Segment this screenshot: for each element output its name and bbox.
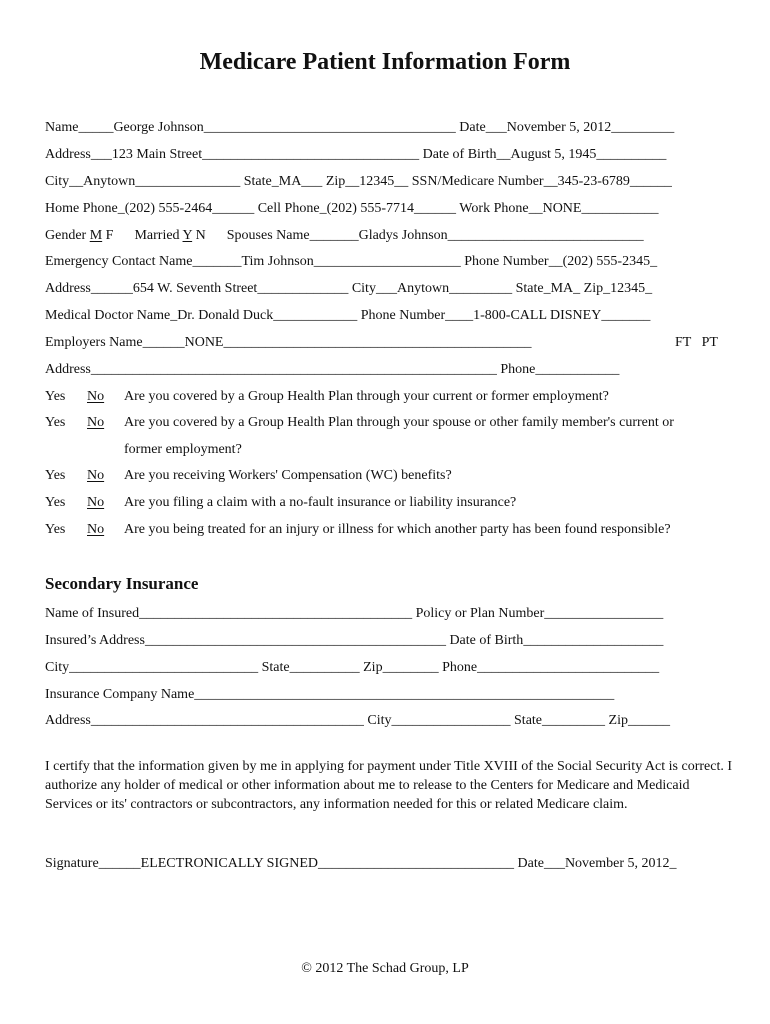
question-text-continued: former employment? (124, 442, 242, 457)
gender-row (45, 227, 644, 245)
emergency-contact-field[interactable]: _______Tim Johnson_____________________ (192, 254, 461, 269)
signature-field[interactable]: ______ELECTRONICALLY SIGNED____________________________ (98, 856, 514, 871)
city-row (45, 173, 672, 191)
employer-phone-field[interactable]: ____________ (535, 362, 620, 377)
married-n-option[interactable]: N (192, 228, 206, 243)
question-row (45, 494, 516, 512)
form-title: Medicare Patient Information Form (199, 49, 571, 75)
company-address-field[interactable]: _______________________________________ (90, 713, 364, 728)
question-row (45, 414, 674, 432)
ssn-field[interactable]: __345-23-6789______ (543, 174, 672, 189)
insurance-company-field[interactable]: ____________________________________________________________ (194, 687, 615, 702)
policy-number-label: Policy or Plan Number (412, 606, 545, 621)
insured-zip-label: Zip (359, 660, 383, 675)
city-field[interactable]: __Anytown_______________ (69, 174, 241, 189)
ssn-label: SSN/Medicare Number (408, 174, 544, 189)
company-address-row (45, 712, 670, 730)
emergency-city-field[interactable]: ___Anytown_________ (375, 281, 513, 296)
date-label: Date (455, 120, 486, 135)
married-label: Married (113, 228, 183, 243)
insurance-company-label: Insurance Company Name (45, 687, 195, 702)
insured-name-field[interactable]: _______________________________________ (139, 606, 413, 621)
doctor-phone-label: Phone Number (357, 308, 446, 323)
cell-phone-field[interactable]: _(202) 555-7714______ (319, 201, 457, 216)
no-option[interactable]: No (87, 415, 105, 430)
insured-city-label: City (45, 660, 70, 675)
signature-date-field[interactable]: ___November 5, 2012_ (543, 856, 677, 871)
insured-phone-label: Phone (438, 660, 478, 675)
yes-option[interactable]: Yes (45, 389, 66, 404)
married-y-option[interactable]: Y (182, 228, 193, 243)
no-option[interactable]: No (87, 522, 105, 537)
doctor-phone-field[interactable]: ____1-800-CALL DISNEY_______ (445, 308, 651, 323)
certification-text: I certify that the information given by me in applying for payment under Title XVIII of the Social Security Act is correct. I authorize any holder of medical or other information about me to release to the Centers for Medicare and Medicaid Services or its' contractors or subcontractors, any information needed for this or related Medicare claim. (45, 759, 732, 812)
copyright-footer: © 2012 The Schad Group, LP (301, 961, 469, 976)
emergency-zip-field[interactable]: _12345_ (603, 281, 653, 296)
emergency-zip-label: Zip (580, 281, 604, 296)
address-label: Address (45, 147, 91, 162)
employer-address-label: Address (45, 362, 91, 377)
question-text: Are you covered by a Group Health Plan through your spouse or other family member's current or (124, 415, 674, 430)
gender-m-option[interactable]: M (89, 228, 103, 243)
signature-label: Signature (45, 856, 99, 871)
name-row (45, 119, 674, 137)
work-phone-field[interactable]: __NONE___________ (528, 201, 659, 216)
address-field[interactable]: ___123 Main Street_______________________________ (90, 147, 420, 162)
signature-date-label: Date (514, 856, 544, 871)
signature-row (45, 855, 677, 873)
insured-address-label: Insured’s Address (45, 633, 145, 648)
insured-phone-field[interactable]: __________________________ (477, 660, 660, 675)
zip-label: Zip (322, 174, 346, 189)
zip-field[interactable]: __12345__ (345, 174, 409, 189)
company-city-label: City (363, 713, 392, 728)
insured-state-field[interactable]: __________ (289, 660, 360, 675)
spouse-label: Spouses Name (205, 228, 310, 243)
no-option[interactable]: No (87, 495, 105, 510)
spouse-field[interactable]: _______Gladys Johnson____________________________ (309, 228, 644, 243)
emergency-contact-label: Emergency Contact Name (45, 254, 193, 269)
secondary-insurance-heading: Secondary Insurance (45, 574, 199, 593)
emergency-address-row (45, 280, 652, 298)
policy-number-field[interactable]: _________________ (544, 606, 664, 621)
insured-address-row (45, 632, 663, 650)
insured-state-label: State (258, 660, 290, 675)
work-phone-label: Work Phone (456, 201, 529, 216)
emergency-state-label: State (512, 281, 544, 296)
question-row (45, 467, 452, 485)
emergency-phone-label: Phone Number (460, 254, 549, 269)
gender-label: Gender (45, 228, 90, 243)
company-zip-field[interactable]: ______ (627, 713, 670, 728)
insured-dob-field[interactable]: ____________________ (523, 633, 664, 648)
doctor-field[interactable]: _Dr. Donald Duck____________ (170, 308, 358, 323)
no-option[interactable]: No (87, 468, 105, 483)
emergency-city-label: City (348, 281, 376, 296)
employer-phone-label: Phone (496, 362, 536, 377)
dob-field[interactable]: __August 5, 1945__________ (496, 147, 667, 162)
company-zip-label: Zip (605, 713, 628, 728)
yes-option[interactable]: Yes (45, 522, 66, 537)
ft-pt-options[interactable]: FT PT (675, 335, 718, 350)
home-phone-field[interactable]: _(202) 555-2464______ (117, 201, 255, 216)
address-row (45, 146, 666, 164)
emergency-phone-field[interactable]: __(202) 555-2345_ (548, 254, 658, 269)
emergency-address-field[interactable]: ______654 W. Seventh Street_____________ (90, 281, 349, 296)
employer-address-field[interactable]: __________________________________________________________ (90, 362, 497, 377)
employer-address-row (45, 361, 619, 379)
yes-option[interactable]: Yes (45, 495, 66, 510)
state-label: State (240, 174, 272, 189)
question-text: Are you receiving Workers' Compensation (WC) benefits? (124, 468, 452, 483)
insured-city-field[interactable]: ___________________________ (69, 660, 259, 675)
company-state-field[interactable]: _________ (542, 713, 606, 728)
question-row (45, 388, 609, 406)
question-text: Are you filing a claim with a no-fault insurance or liability insurance? (124, 495, 517, 510)
emergency-state-field[interactable]: _MA_ (543, 281, 581, 296)
employer-label: Employers Name (45, 335, 143, 350)
company-address-label: Address (45, 713, 91, 728)
insured-dob-label: Date of Birth (445, 633, 524, 648)
yes-option[interactable]: Yes (45, 415, 66, 430)
insured-city-row (45, 659, 659, 677)
gender-f-option[interactable]: F (102, 228, 114, 243)
doctor-label: Medical Doctor Name (45, 308, 171, 323)
name-label: Name (45, 120, 79, 135)
dob-label: Date of Birth (419, 147, 497, 162)
emergency-address-label: Address (45, 281, 91, 296)
city-label: City (45, 174, 70, 189)
insured-name-row (45, 605, 663, 623)
phone-row (45, 200, 658, 218)
home-phone-label: Home Phone (45, 201, 118, 216)
question-text: Are you being treated for an injury or illness for which another party has been found responsible? (124, 522, 671, 537)
doctor-row (45, 307, 650, 325)
company-city-field[interactable]: _________________ (391, 713, 511, 728)
employer-row (45, 334, 531, 352)
insured-zip-field[interactable]: ________ (382, 660, 439, 675)
employer-field[interactable]: ______NONE____________________________________________ (142, 335, 532, 350)
yes-option[interactable]: Yes (45, 468, 66, 483)
question-text: Are you covered by a Group Health Plan through your current or former employment? (124, 389, 609, 404)
question-row (45, 521, 671, 539)
name-field[interactable]: _____George Johnson____________________________________ (78, 120, 456, 135)
insurance-company-row (45, 686, 614, 704)
state-field[interactable]: _MA___ (271, 174, 323, 189)
company-state-label: State (510, 713, 543, 728)
insured-address-field[interactable]: ___________________________________________ (144, 633, 446, 648)
emergency-contact-row (45, 253, 657, 271)
insured-name-label: Name of Insured (45, 606, 140, 621)
date-field[interactable]: ___November 5, 2012_________ (485, 120, 675, 135)
no-option[interactable]: No (87, 389, 105, 404)
cell-phone-label: Cell Phone (254, 201, 320, 216)
